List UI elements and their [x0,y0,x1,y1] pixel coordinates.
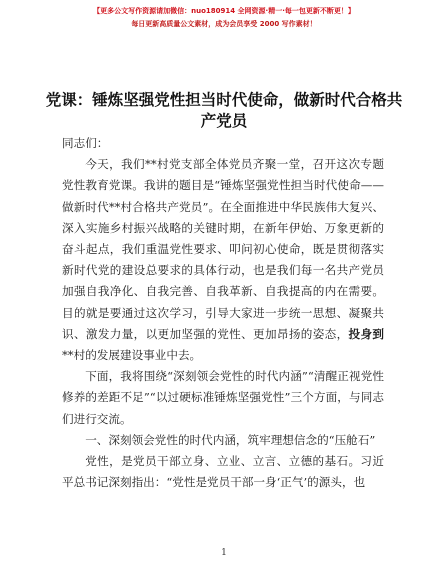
page-number: 1 [221,548,227,558]
document-title: 党课：锤炼坚强党性担当时代使命，做新时代合格共产党员 [45,91,403,130]
promo-banner-line-2: 每日更新高质量公文素材，成为会员享受 2000 写作素材！ [131,20,317,28]
paragraph-intro-bold: 投身到 [348,326,384,341]
paragraph-section-1: 党性，是党员干部立身、立业、立言、立德的基石。习近平总书记深刻指出：“党性是党员干部一身‘正气’的源头，也 [62,454,384,490]
paragraph-intro [62,154,384,366]
promo-banner-line-1: 【更多公文写作资源请加微信：nuo180914 全网资源·精一·每一包更新不断更！】 [93,7,355,15]
paragraph-intro-text: 今天，我们**村党支部全体党员齐聚一堂，召开这次专题党性教育党课。我讲的题目是“锤炼坚强党性担当时代使命——做新时代**村合格共产党员”。在全面推进中华民族伟大复兴、深入实施乡村振兴战略的关键时期，在新年伊始、万象更新的奋斗起点，我们重温党性要求、叩问初心使命，既是贯彻落实新时代党的建设总要求的具体行动，也是我们每一名共产党员加强自我净化、自我完善、自我革新、自我提高的内在需要。目的就是要通过这次学习，引导大家进一步统一思想、凝聚共识、激发力量，以更加坚强的党性、更加昂扬的姿态， [62,157,384,341]
paragraph-outline: 下面，我将围绕“深刻领会党性的时代内涵”“清醒正视党性修养的差距不足”“以过硬标准锤炼坚强党性”三个方面，与同志们进行交流。 [62,369,384,426]
section-heading-1: 一、深刻领会党性的时代内涵，筑牢理想信念的“压舱石” [85,432,376,447]
document-body [62,133,384,493]
paragraph-intro-tail: **村的发展建设事业中去。 [62,348,202,363]
salutation: 同志们： [62,136,109,150]
